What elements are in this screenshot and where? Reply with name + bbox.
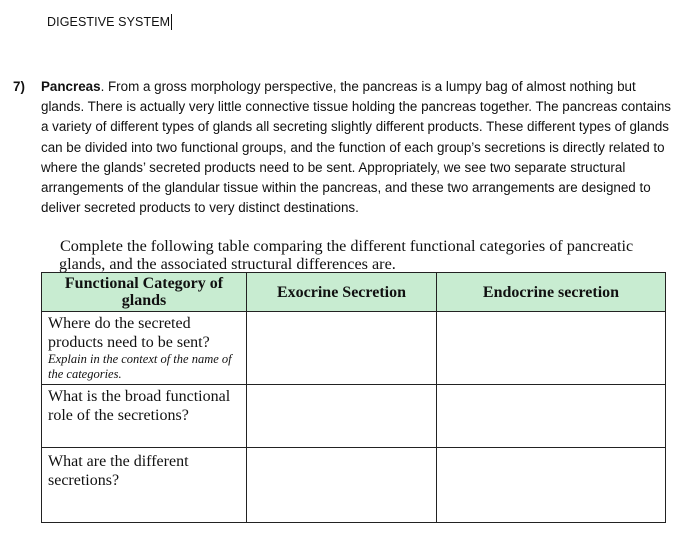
row-label-role [42, 385, 247, 448]
text-cursor [171, 14, 172, 30]
endocrine-answer-cell[interactable] [437, 312, 666, 385]
exocrine-answer-cell[interactable] [247, 385, 437, 448]
question-number: 7) [13, 79, 25, 94]
document-header [47, 14, 172, 30]
table-instructions [60, 237, 675, 273]
row-label-text: Where do the secreted products need to be sent? [48, 315, 210, 351]
table-row [42, 312, 666, 385]
row-label-destination [42, 312, 247, 385]
table-row [42, 385, 666, 448]
row-label-text: What are the different secretions? [48, 453, 189, 489]
header-endocrine: Endocrine secretion [437, 273, 666, 312]
instructions-line-2: glands, and the associated structural differences are. [59, 255, 396, 273]
row-label-note: Explain in the context of the name of the categories. [48, 352, 232, 381]
table-row [42, 448, 666, 523]
endocrine-answer-cell[interactable] [437, 448, 666, 523]
header-functional-category: Functional Category of glands [42, 273, 247, 312]
comparison-table [41, 272, 666, 523]
exocrine-answer-cell[interactable] [247, 312, 437, 385]
endocrine-answer-cell[interactable] [437, 385, 666, 448]
row-label-text: What is the broad functional role of the secretions? [48, 388, 231, 424]
instructions-line-1: Complete the following table comparing the different functional categories of pancreatic [60, 237, 634, 255]
row-label-secretions [42, 448, 247, 523]
exocrine-answer-cell[interactable] [247, 448, 437, 523]
header-title: DIGESTIVE SYSTEM [47, 15, 171, 29]
question-body: . From a gross morphology perspective, the pancreas is a lumpy bag of almost nothing but glands. There is actually very little connective tissue holding the pancreas together. The pancreas contains a variety of different types of glands all secreting slightly different products. These different types of glands can be divided into two functional groups, and the function of each group’s secretions is directly related to where the glands’ secreted products need to be sent. Appropriately, we see two separate structural arrangements of the glandular tissue within the pancreas, and these two arrangements are designed to deliver secreted products to very distinct destinations. [41, 79, 671, 216]
header-exocrine: Exocrine Secretion [247, 273, 437, 312]
table-header-row [42, 273, 666, 312]
question-paragraph [41, 77, 671, 218]
question-keyword: Pancreas [41, 79, 101, 94]
